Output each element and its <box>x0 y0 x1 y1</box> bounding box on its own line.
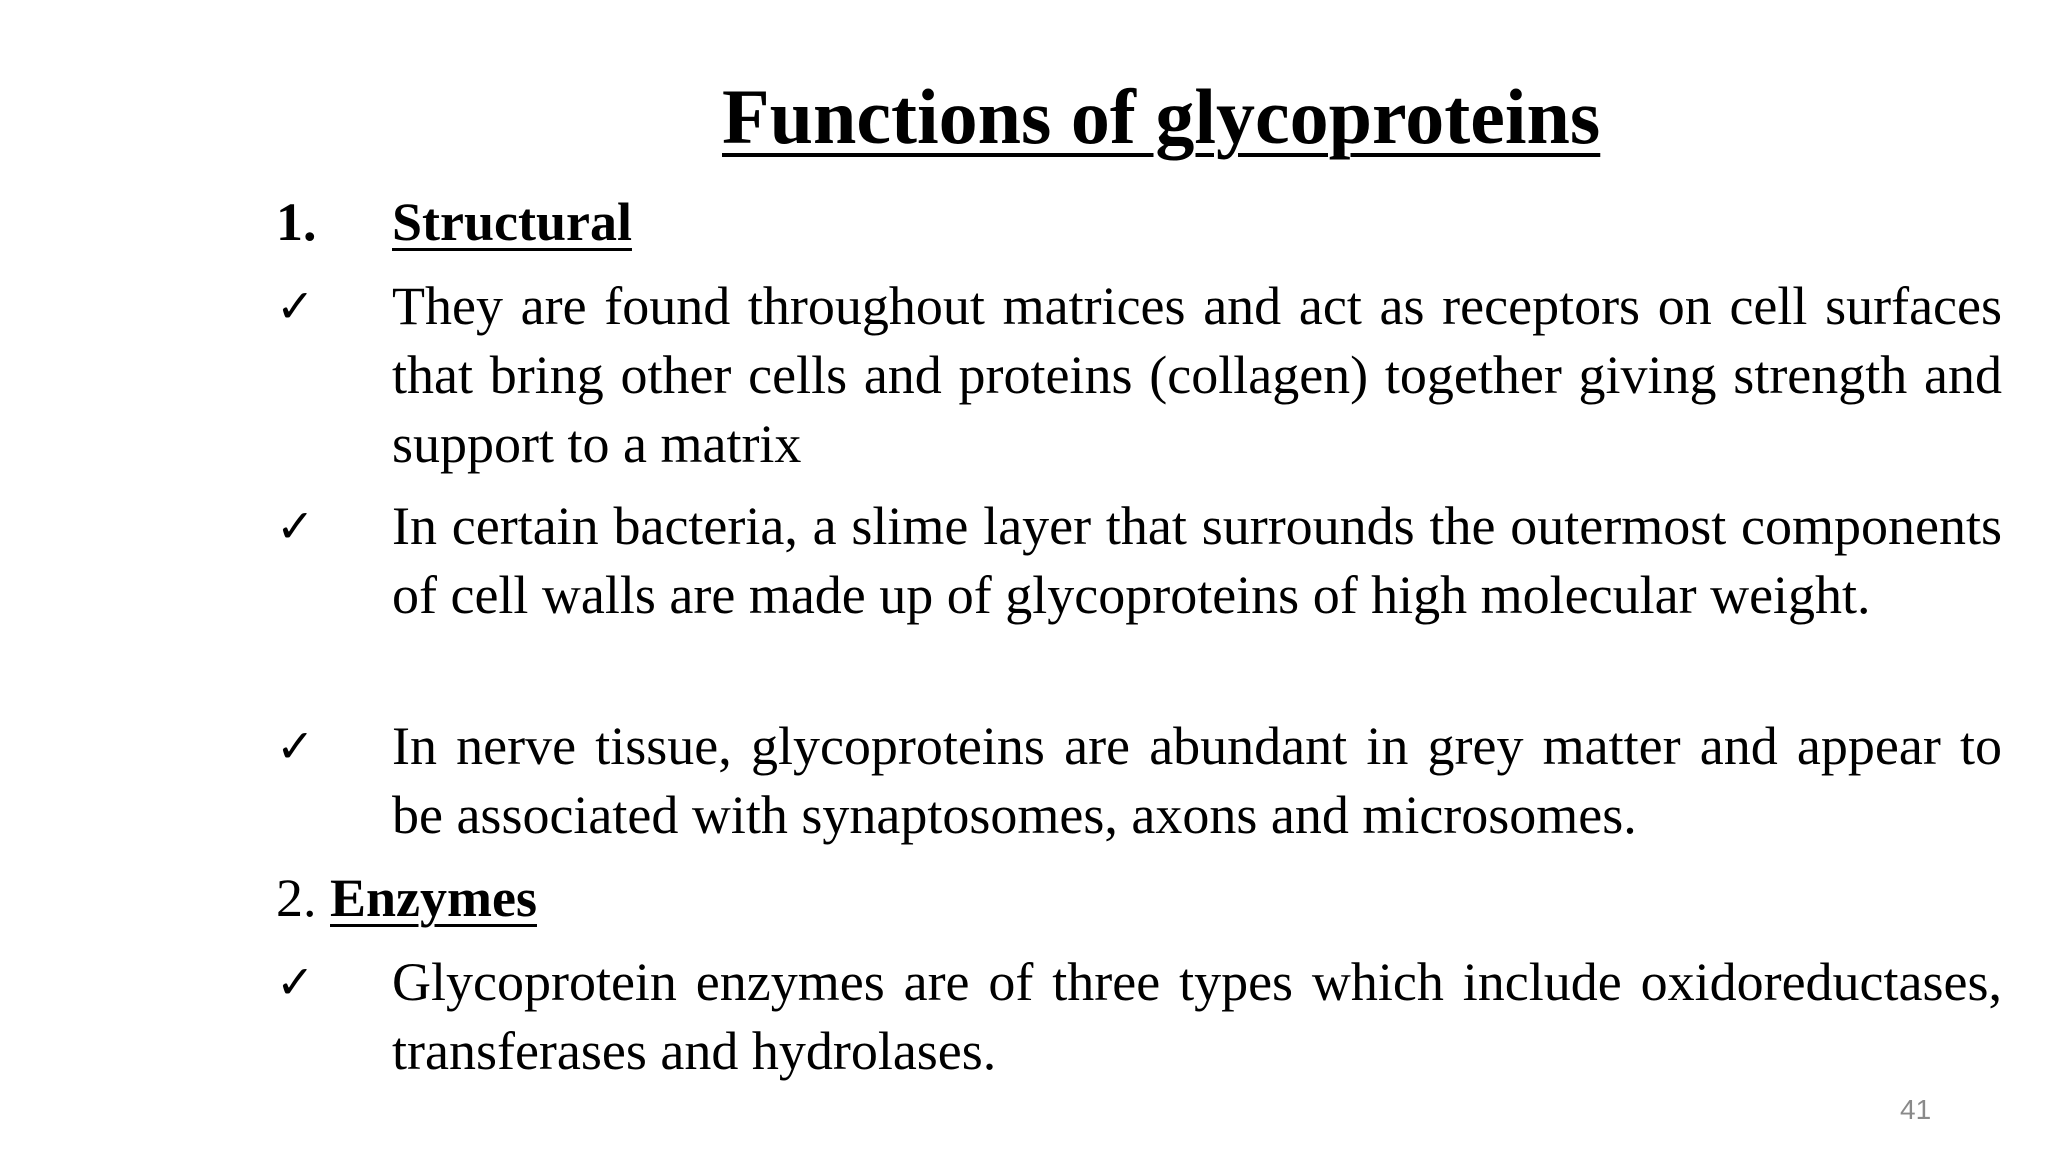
section-label: Structural <box>392 192 632 252</box>
checkmark-icon: ✓ <box>276 499 315 553</box>
section-heading-structural <box>276 190 632 254</box>
section-label: Enzymes <box>330 868 537 928</box>
bullet-item <box>276 948 2002 1086</box>
bullet-item <box>276 492 2002 630</box>
checkmark-icon: ✓ <box>276 955 315 1009</box>
section-number: 2. <box>276 868 317 928</box>
bullet-text: In certain bacteria, a slime layer that surrounds the outermost components of cell walls are made up of glycoproteins of high molecular weight. <box>392 496 2002 625</box>
bullet-text: Glycoprotein enzymes are of three types which include oxidoreductases, transferases and hydrolases. <box>392 952 2002 1081</box>
checkmark-icon: ✓ <box>276 279 315 333</box>
bullet-item <box>276 272 2002 479</box>
bullet-item <box>276 712 2002 850</box>
bullet-text: They are found throughout matrices and act as receptors on cell surfaces that bring other cells and proteins (collagen) together giving strength and support to a matrix <box>392 276 2002 474</box>
checkmark-icon: ✓ <box>276 719 315 773</box>
bullet-text: In nerve tissue, glycoproteins are abundant in grey matter and appear to be associated with synaptosomes, axons and microsomes. <box>392 716 2002 845</box>
section-number: 1. <box>276 192 317 252</box>
slide-title: Functions of glycoproteins <box>722 73 1601 160</box>
section-heading-enzymes <box>276 866 537 930</box>
page-number: 41 <box>1900 1094 1932 1125</box>
